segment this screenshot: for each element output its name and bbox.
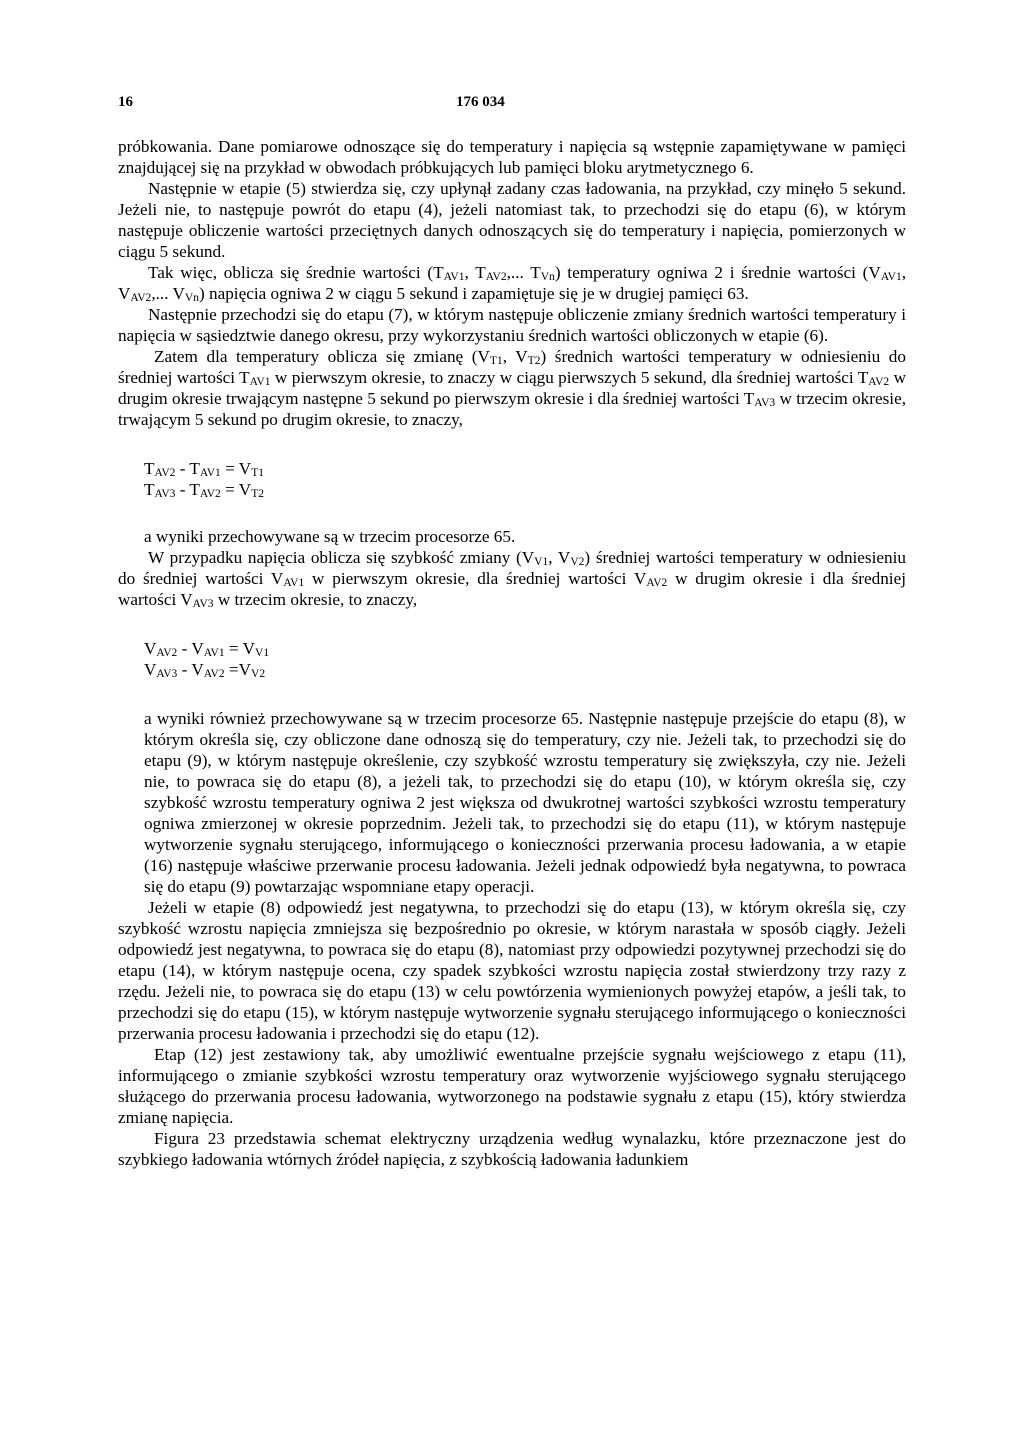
text-run: ,... T	[506, 263, 541, 282]
subscript: AV2	[130, 292, 152, 304]
text-run: , T	[464, 263, 486, 282]
subscript: T2	[251, 488, 264, 500]
equation-line	[118, 479, 906, 500]
temperature-equations	[118, 458, 906, 500]
eq-term: = V	[220, 459, 252, 478]
equation-line	[118, 638, 906, 659]
subscript: AV2	[156, 647, 178, 659]
text-run: Zatem dla temperatury oblicza się zmianę (V	[154, 347, 490, 366]
subscript: T2	[527, 355, 541, 367]
paragraph-11: Figura 23 przedstawia schemat elektryczny urządzenia według wynalazku, które przeznaczone jest do szybkiego ładowania wtórnych źródeł napięcia, z szybkością ładowania ładunkiem	[118, 1129, 906, 1169]
subscript: AV1	[199, 467, 221, 479]
paragraph-2: Następnie w etapie (5) stwierdza się, czy upłynął zadany czas ładowania, na przykład, czy minęło 5 sekund. Jeżeli nie, to następuje powrót do etapu (4), jeżeli natomiast tak, to przechodzi się do etapu (6), w którym następuje obliczenie wartości przeciętnych danych odnoszących się do temperatury i napięcia, pomierzonych w ciągu 5 sekund.	[118, 179, 906, 261]
voltage-equations	[118, 638, 906, 680]
paragraph-6: a wyniki przechowywane są w trzecim procesorze 65.	[144, 527, 516, 546]
paragraph-1: próbkowania. Dane pomiarowe odnoszące się do temperatury i napięcia są wstępnie zapamiętywane w pamięci znajdującej się na przykład w obwodach próbkujących lub pamięci bloku arytmetycznego 6.	[118, 137, 906, 177]
paragraph-4: Następnie przechodzi się do etapu (7), w którym następuje obliczenie zmiany średnich wartości temperatury i napięcia w sąsiedztwie danego okresu, przy wykorzystaniu średnich wartości obliczonych w etapie (6).	[118, 305, 906, 345]
document-body	[118, 136, 906, 1170]
text-run: ) średniej wartości temperatury w odniesieniu do średniej wartości V	[118, 548, 906, 588]
eq-term: =V	[224, 660, 252, 679]
eq-term: - V	[177, 639, 204, 658]
text-run: ) temperatury ogniwa 2 i średnie wartości (V	[554, 263, 881, 282]
text-run: w drugim okresie trwającym następne 5 sekund po pierwszym okresie i dla średniej wartości T	[118, 368, 906, 408]
text-run: w drugim okresie i dla średniej wartości V	[118, 569, 906, 609]
paragraph-5	[118, 346, 906, 430]
text-run: , V	[548, 548, 571, 567]
text-run: , V	[502, 347, 528, 366]
paragraph-9: Jeżeli w etapie (8) odpowiedź jest negatywna, to przechodzi się do etapu (13), w którym określa się, czy szybkość wzrostu napięcia zmniejsza się bezpośrednio po okresie, w którym narastała w sposób ciągły. Jeżeli odpowiedź jest negatywna, to powraca się do etapu (8), natomiast przy odpowiedzi pozytywnej przechodzi się do etapu (14), w którym następuje ocena, czy spadek szybkości wzrostu napięcia został stwierdzony trzy razy z rzędu. Jeżeli nie, to powraca się do etapu (13) w celu powtórzenia wymienionych powyżej etapów, a jeśli tak, to przechodzi się do etapu (15), w którym następuje wytworzenie sygnału sterującego informującego o konieczności przerwania procesu ładowania i przechodzi się do etapu (12).	[118, 898, 906, 1043]
text-run: w pierwszym okresie, to znaczy w ciągu pierwszych 5 sekund, dla średniej wartości T	[270, 368, 869, 387]
subscript: AV2	[646, 577, 668, 589]
subscript: V2	[251, 668, 266, 680]
text-run: ) średnich wartości temperatury w odniesieniu do średniej wartości T	[118, 347, 906, 387]
paragraph-10: Etap (12) jest zestawiony tak, aby umożliwić ewentualne przejście sygnału wejściowego z etapu (11), informującego o zmianie szybkości wzrostu temperatury oraz wytworzenie wyjściowego sygnału sterującego służącego do przerwania procesu ładowania, wytworzonego na podstawie sygnału z etapu (15), który stwierdza zmianę napięcia.	[118, 1045, 906, 1127]
eq-term: V	[144, 660, 157, 679]
equation-line	[118, 659, 906, 680]
text-run: , V	[118, 263, 906, 303]
subscript: AV2	[199, 488, 221, 500]
subscript: AV3	[154, 488, 176, 500]
subscript: AV2	[868, 376, 890, 388]
eq-term: - V	[177, 660, 204, 679]
subscript: AV1	[283, 577, 305, 589]
eq-term: - T	[175, 459, 200, 478]
text-run: w pierwszym okresie, dla średniej wartości V	[304, 569, 647, 588]
text-run: ,... V	[151, 284, 185, 303]
subscript: AV2	[203, 668, 225, 680]
eq-term: = V	[224, 639, 256, 658]
subscript: AV3	[754, 397, 776, 409]
paragraph-8: a wyniki również przechowywane są w trzecim procesorze 65. Następnie następuje przejście do etapu (8), w którym określa się, czy obliczone dane odnoszą się do temperatury, czy nie. Jeżeli tak, to przechodzi się do etapu (9), w którym następuje określenie, czy szybkość wzrostu temperatury się zwiększyła, czy nie. Jeżeli nie, to powraca się do etapu (8), a jeżeli tak, to przechodzi się do etapu (10), w którym określa się, czy szybkość wzrostu temperatury ogniwa 2 jest większa od dwukrotnej wartości szybkości wzrostu temperatury ogniwa zmierzonej w okresie poprzednim. Jeżeli tak, to przechodzi się do etapu (11), w którym następuje wytworzenie sygnału sterującego, informującego o konieczności przerwania procesu ładowania, a w etapie (16) następuje właściwe przerwanie procesu ładowania. Jeżeli jednak odpowiedź była negatywna, to powraca się do etapu (9) powtarzając wspomniane etapy operacji.	[144, 709, 906, 896]
subscript: AV1	[249, 376, 271, 388]
eq-term: T	[144, 459, 155, 478]
subscript: AV3	[192, 598, 214, 610]
paragraph-7	[118, 547, 906, 610]
text-run: w trzecim okresie, to znaczy,	[213, 590, 418, 609]
page-number: 16	[118, 94, 133, 110]
subscript: T1	[489, 355, 503, 367]
subscript: T1	[251, 467, 264, 479]
subscript: AV1	[443, 271, 465, 283]
document-number: 176 034	[456, 94, 505, 110]
subscript: AV1	[880, 271, 902, 283]
subscript: AV1	[203, 647, 225, 659]
eq-term: T	[144, 480, 155, 499]
text-run: Tak więc, oblicza się średnie wartości (T	[148, 263, 444, 282]
subscript: Vn	[184, 292, 199, 304]
eq-term: V	[144, 639, 157, 658]
subscript: Vn	[540, 271, 555, 283]
text-run: ) napięcia ogniwa 2 w ciągu 5 sekund i zapamiętuje się je w drugiej pamięci 63.	[198, 284, 749, 303]
text-run: W przypadku napięcia oblicza się szybkość zmiany (V	[148, 548, 535, 567]
subscript: AV2	[154, 467, 176, 479]
eq-term: = V	[220, 480, 252, 499]
equation-line	[118, 458, 906, 479]
paragraph-3	[118, 262, 906, 304]
subscript: AV3	[156, 668, 178, 680]
subscript: V1	[534, 556, 549, 568]
subscript: V2	[570, 556, 585, 568]
eq-term: - T	[175, 480, 200, 499]
subscript: AV2	[485, 271, 507, 283]
subscript: V1	[255, 647, 270, 659]
text-run: w trzecim okresie, trwającym 5 sekund po drugim okresie, to znaczy,	[118, 389, 906, 429]
